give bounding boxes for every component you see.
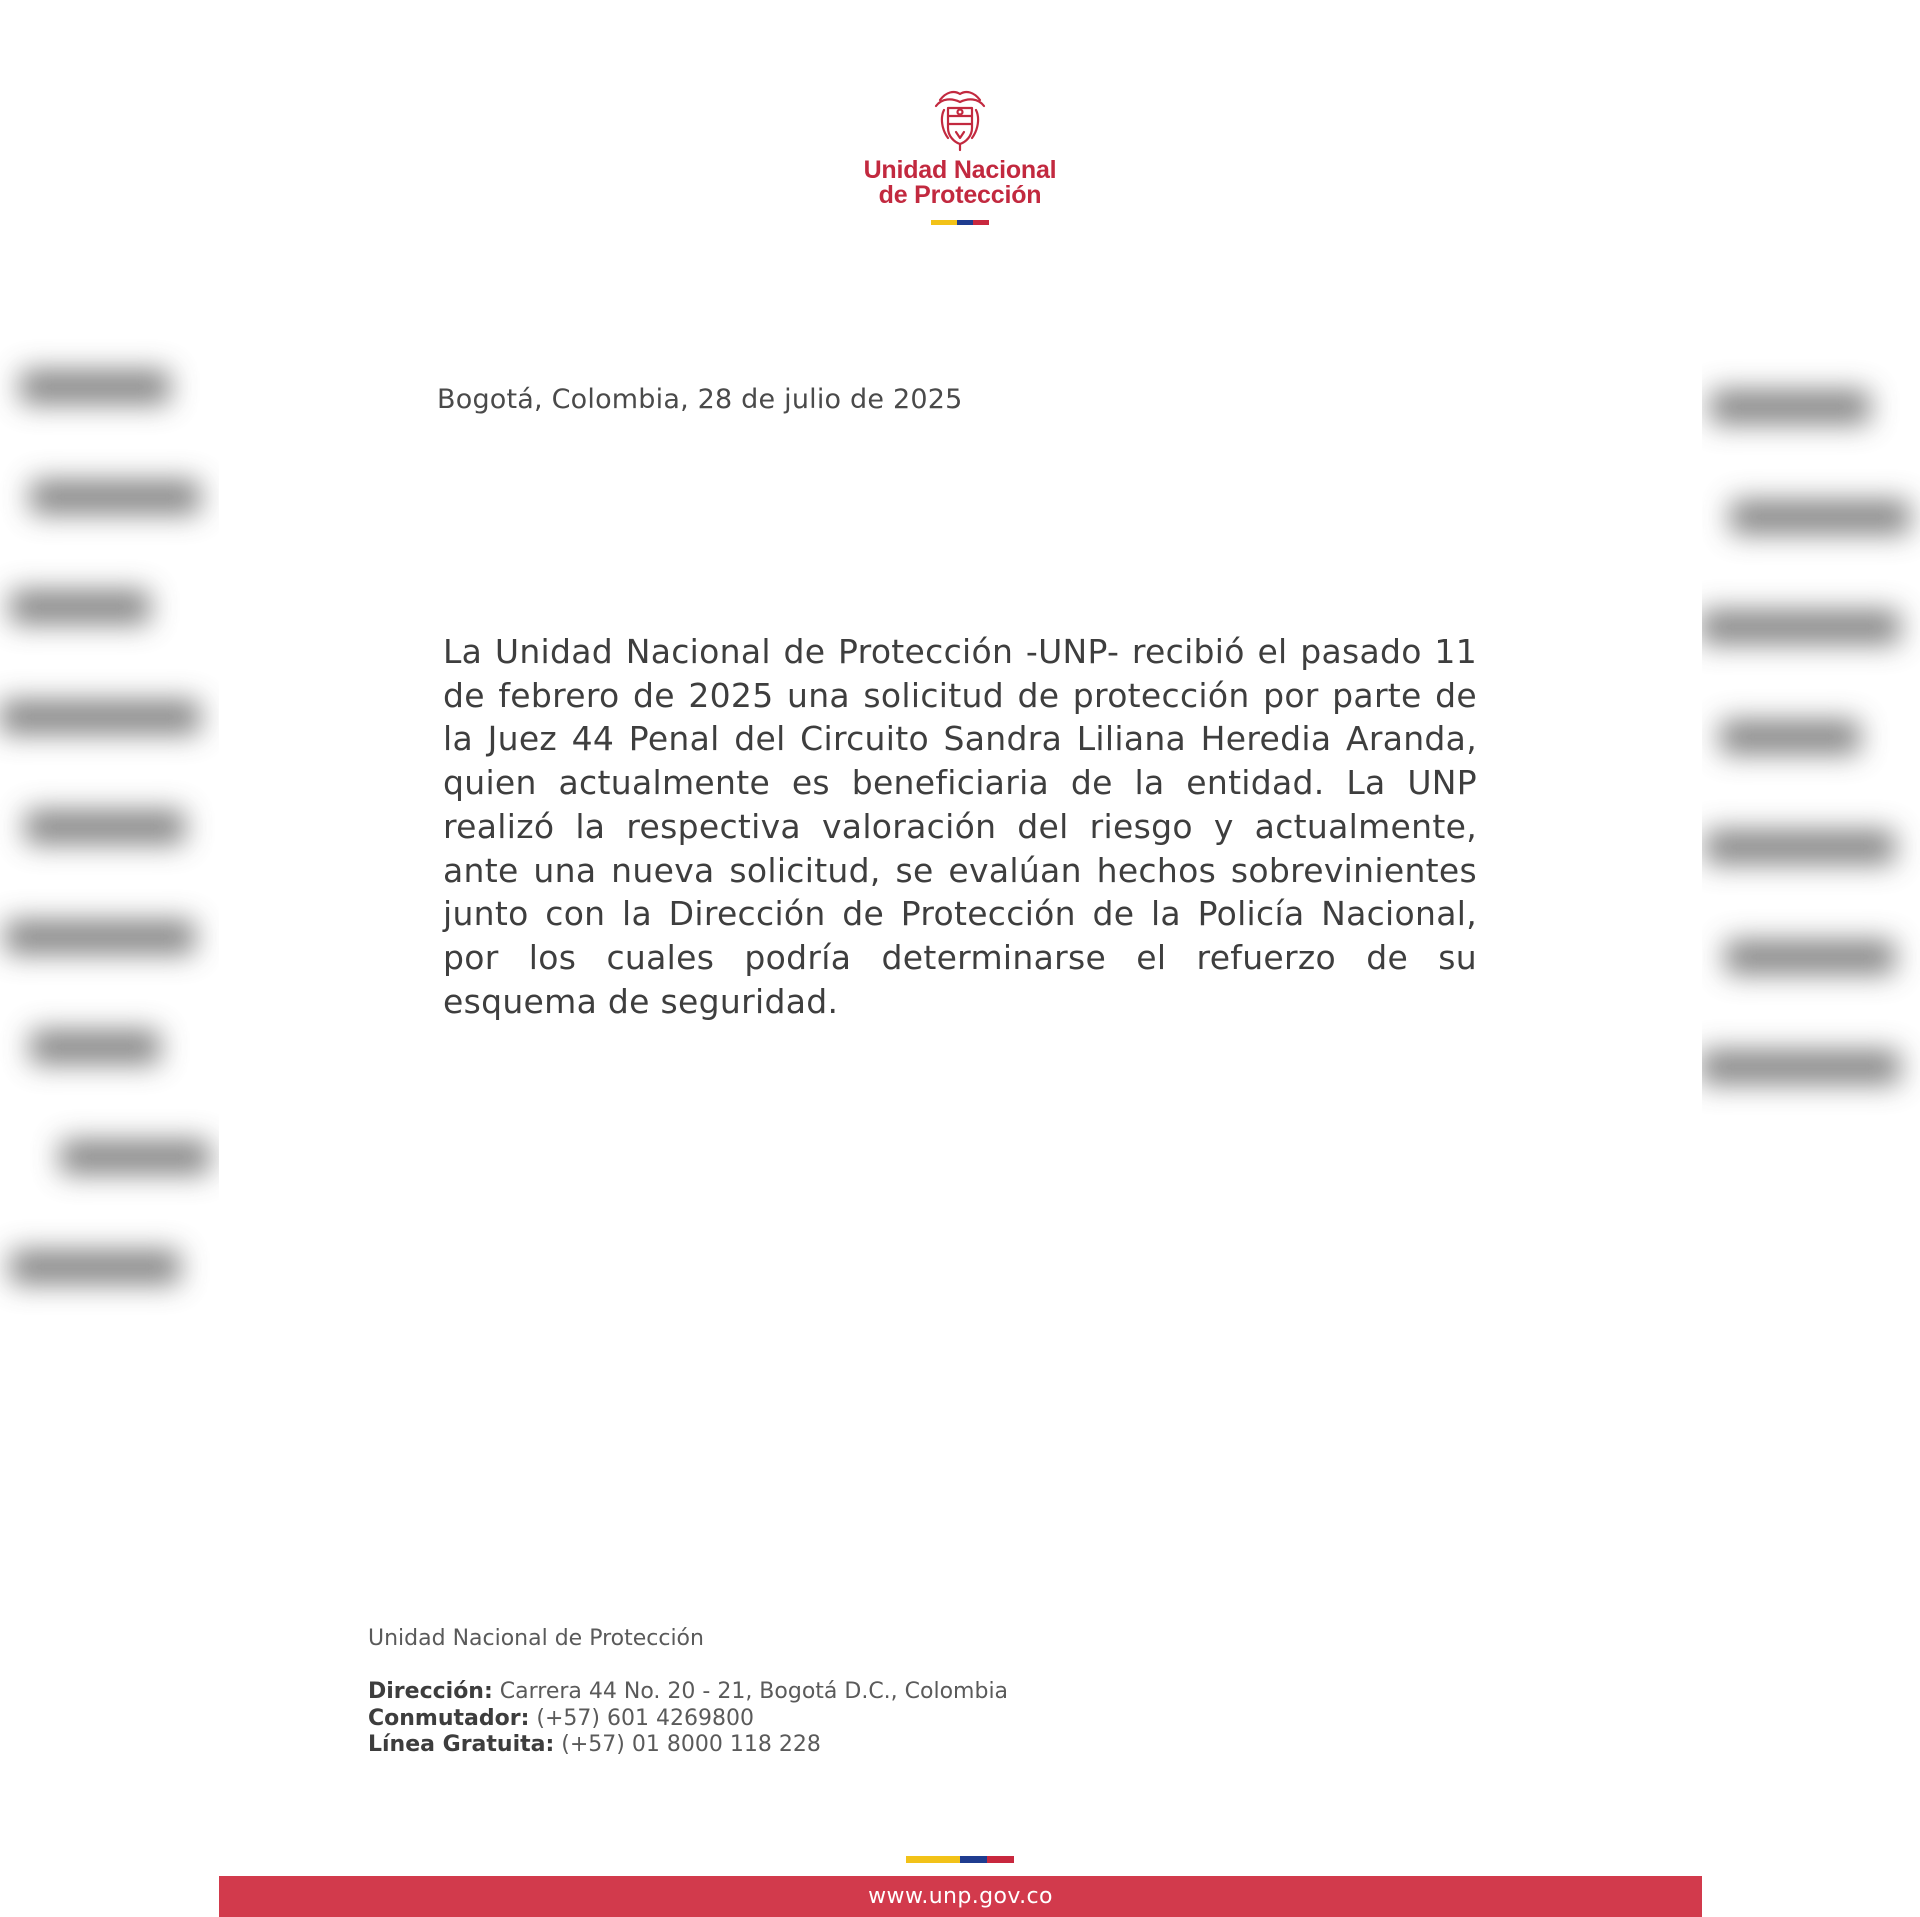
org-name-line-2: de Protección (878, 181, 1042, 209)
switchboard-value: (+57) 601 4269800 (536, 1705, 754, 1731)
flag-stripe (931, 220, 989, 225)
blurred-background-right (1700, 330, 1920, 1370)
letter-body: La Unidad Nacional de Protección -UNP- recibió el pasado 11 de febrero de 2025 una solicitud de protección por parte de la Juez 44 Penal del Circuito Sandra Liliana Heredia Aranda, quien actualmente es beneficiaria de la entidad. La UNP realizó la respectiva valoración del riesgo y actualmente, ante una nueva solicitud, se evalúan hechos sobrevinientes junto con la Dirección de Protección de la Policía Nacional, por los cuales podría determinarse el refuerzo de su esquema de seguridad. (443, 632, 1477, 1021)
footer-band (219, 1876, 1702, 1917)
tollfree-value: (+57) 01 8000 118 228 (561, 1732, 821, 1757)
colombia-coat-of-arms-icon (930, 86, 990, 152)
footer-contact-block (368, 1679, 1008, 1759)
footer-switchboard (368, 1706, 1008, 1733)
unp-logo (850, 86, 1070, 225)
footer-flag-stripe (906, 1856, 1014, 1863)
address-label: Dirección: (368, 1679, 493, 1704)
footer-org-name: Unidad Nacional de Protección (368, 1626, 704, 1651)
footer-tollfree (368, 1732, 1008, 1759)
org-name-line-1: Unidad Nacional (863, 156, 1057, 184)
switchboard-label: Conmutador: (368, 1705, 530, 1731)
website-link[interactable]: www.unp.gov.co (868, 1884, 1053, 1909)
blurred-background-left (0, 330, 220, 1370)
footer-address (368, 1679, 1008, 1706)
letter-date: Bogotá, Colombia, 28 de julio de 2025 (437, 384, 963, 415)
tollfree-label: Línea Gratuita: (368, 1732, 555, 1757)
address-value: Carrera 44 No. 20 - 21, Bogotá D.C., Colombia (499, 1679, 1009, 1704)
